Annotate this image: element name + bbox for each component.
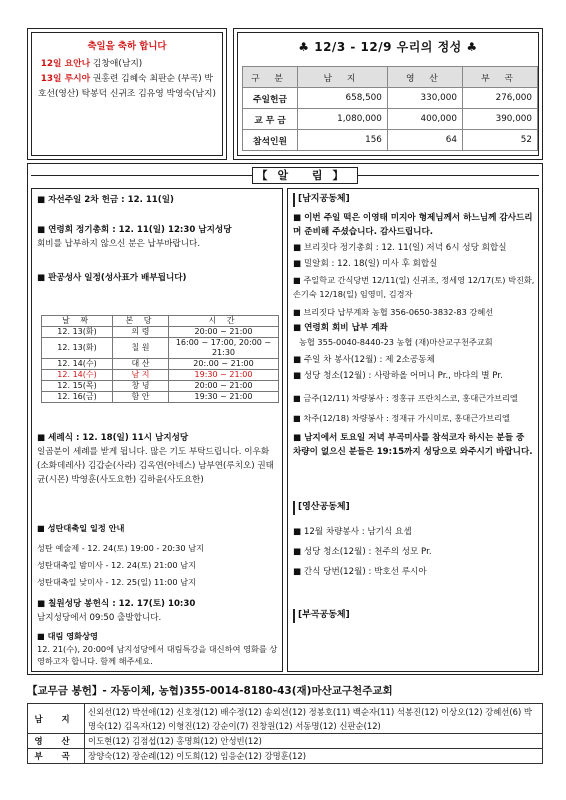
offering-value: 276,000 bbox=[462, 88, 537, 109]
notice-item: ■ 브리짓다 납부계좌 농협 356-0650-3832-83 강혜선 bbox=[293, 307, 494, 317]
service-row-label: 남 지 bbox=[28, 704, 85, 734]
confession-date: 12. 14(수) bbox=[42, 370, 113, 381]
offering-value: 390,000 bbox=[462, 109, 537, 130]
notice-item-line: 성탄대축일 밤미사 - 12. 24(토) 21:00 남지 bbox=[37, 560, 196, 570]
section-title-bugok: [부곡공동체] bbox=[293, 609, 363, 623]
offering-value: 52 bbox=[462, 130, 537, 151]
notice-item bbox=[37, 223, 279, 251]
offering-inner bbox=[237, 32, 539, 156]
offering-row bbox=[243, 130, 538, 151]
confession-time: 20:00 ~ 21:00 bbox=[169, 327, 279, 338]
notice-item: ■ 성당 청소(12월) : 천주의 성모 Pr. bbox=[293, 547, 432, 557]
notice-item-body: 12. 21(수), 20:00에 남지성당에서 대림특강을 대신하여 영화를 상영하고자 합니다. 함께 해주세요. bbox=[37, 644, 278, 666]
confession-parish: 의 령 bbox=[113, 327, 169, 338]
offering-row bbox=[243, 88, 538, 109]
birthday-line-2 bbox=[38, 72, 216, 102]
confession-header: 시 간 bbox=[169, 316, 279, 327]
birthday-names-1: 김창애(남지) bbox=[92, 59, 143, 69]
notice-item-heading: ■ 칠원성당 봉헌식 : 12. 17(토) 10:30 bbox=[37, 599, 196, 609]
section-title-namji: [남지공동체] bbox=[293, 193, 363, 207]
notice-item-body: ■ 이번 주일 떡은 이영태 미지아 형제님께서 하느님께 감사드리며 준비해 주셨습니다. 감사드립니다. bbox=[293, 213, 533, 237]
offering-row bbox=[243, 109, 538, 130]
notice-right-column bbox=[287, 188, 539, 672]
service-row bbox=[28, 734, 543, 749]
notice-title: 【알 림】 bbox=[252, 167, 358, 184]
offering-title: ♣ 12/3 - 12/9 우리의 정성 ♣ bbox=[298, 40, 478, 54]
notice-item-heading: ■ 대림 영화상영 bbox=[37, 631, 98, 641]
notice-item bbox=[37, 431, 279, 487]
notice-item: ■ 자선주일 2차 헌금 : 12. 11(일) bbox=[37, 195, 174, 205]
offering-value: 330,000 bbox=[387, 88, 462, 109]
birthday-title: 축일을 축하 합니다 bbox=[87, 41, 167, 52]
offering-value: 1,080,000 bbox=[298, 109, 388, 130]
confession-time: 19:30 ~ 21:00 bbox=[169, 392, 279, 403]
confession-row bbox=[42, 359, 279, 370]
confession-table bbox=[41, 315, 279, 403]
service-row-names: 신외선(12) 박선애(12) 신호정(12) 배수정(12) 송외선(12) 정봉호(11) 백순자(11) 석봉진(12) 이상오(12) 강혜선(6) 박명숙(12) 김옥자(12) 이형진(12) 강순이(7) 진창원(12) 서동명(12) 신판순(12) bbox=[85, 704, 543, 734]
notice-left-column bbox=[31, 188, 283, 672]
offering-value: 156 bbox=[298, 130, 388, 151]
notice-item: ■ 밀알회 : 12. 18(일) 미사 후 회합실 bbox=[293, 259, 438, 269]
confession-header: 본 당 bbox=[113, 316, 169, 327]
offering-header: 부 곡 bbox=[462, 67, 537, 88]
offering-header: 영 산 bbox=[387, 67, 462, 88]
notice-item bbox=[37, 629, 279, 667]
notice-item: ■ 주일 차 봉사(12월) : 제 2소공동체 bbox=[293, 355, 435, 365]
confession-date: 12. 13(화) bbox=[42, 327, 113, 338]
birthday-box bbox=[27, 28, 227, 160]
birthday-date-1: 12일 요안나 bbox=[40, 59, 91, 69]
offering-row-label: 교 무 금 bbox=[243, 109, 298, 130]
notice-item: ■ 차주(12/18) 차량봉사 : 정재규 가시미로, 홍대근가브리엘 bbox=[293, 413, 510, 423]
service-row bbox=[28, 704, 543, 734]
service-title: 【교무금 봉헌】- 자동이체, 농협)355-0014-8180-43(재)마산교구천주교회 bbox=[27, 685, 393, 697]
confession-date: 12. 15(목) bbox=[42, 381, 113, 392]
confession-parish: 함 안 bbox=[113, 392, 169, 403]
offering-value: 658,500 bbox=[298, 88, 388, 109]
offering-header-row bbox=[243, 67, 538, 88]
offering-row-label: 주일헌금 bbox=[243, 88, 298, 109]
service-row-names: 장양숙(12) 장순례(12) 이도희(12) 임응순(12) 강명훈(12) bbox=[85, 749, 543, 764]
notice-item-body: 남지성당에서 09:50 출발합니다. bbox=[37, 613, 162, 623]
notice-item-body: 회비를 납부하지 않으신 분은 납부바랍니다. bbox=[37, 239, 201, 249]
offering-table bbox=[242, 66, 538, 151]
notice-item-heading: ■ 연령회 정기총회 : 12. 11(일) 12:30 남지성당 bbox=[37, 225, 232, 235]
notice-item: ■ 남지에서 토요일 저녁 부곡미사를 참석코자 하시는 분들 중 차량이 없으신 분들은 19:15까지 성당으로 와주시기 바랍니다. bbox=[293, 433, 533, 457]
offering-header: 구 분 bbox=[243, 67, 298, 88]
notice-item-heading: ■ 세례식 : 12. 18(일) 11시 남지성당 bbox=[37, 433, 189, 443]
service-row-label: 영 산 bbox=[28, 734, 85, 749]
confession-time: 16:00 ~ 17:00, 20:00 ~ 21:30 bbox=[169, 338, 279, 359]
notice-item-body: 일곱분이 세례를 받게 됩니다. 많은 기도 부탁드립니다. 이우화(소화데레사) 김갑순(사라) 김옥연(아네스) 남부연(루치오) 권태균(시몬) 박영훈(사도요한) 김하윤(사도요한) bbox=[37, 447, 274, 485]
confession-date: 12. 13(화) bbox=[42, 338, 113, 359]
service-row-names: 이도현(12) 김점섭(12) 홍명희(12) 안성빈(12) bbox=[85, 734, 543, 749]
confession-header-row bbox=[42, 316, 279, 327]
birthday-names-2: 권홍련 김혜숙 최판순 (부곡) 박호선(영산) 탁봉덕 신귀조 김유영 박영숙(남지) bbox=[38, 74, 216, 99]
confession-header: 날 짜 bbox=[42, 316, 113, 327]
notice-frame bbox=[27, 163, 543, 675]
notice-item bbox=[37, 521, 279, 589]
offering-header: 남 지 bbox=[298, 67, 388, 88]
service-row bbox=[28, 749, 543, 764]
offering-row-label: 참석인원 bbox=[243, 130, 298, 151]
confession-parish: 칠 원 bbox=[113, 338, 169, 359]
birthday-line-1 bbox=[38, 57, 216, 72]
confession-row bbox=[42, 381, 279, 392]
confession-row bbox=[42, 338, 279, 359]
notice-item bbox=[37, 597, 279, 625]
confession-row bbox=[42, 327, 279, 338]
notice-item bbox=[293, 211, 535, 239]
notice-item-heading: ■ 판공성사 일정(성사표가 배부됩니다) bbox=[37, 273, 187, 283]
confession-parish: 남 지 bbox=[113, 370, 169, 381]
notice-item-line: 성탄 예술제 - 12. 24(토) 19:00 - 20:30 남지 bbox=[37, 543, 205, 553]
confession-date: 12. 14(수) bbox=[42, 359, 113, 370]
confession-time: 20:00 ~ 21:00 bbox=[169, 381, 279, 392]
notice-item-body: 농협 355-0040-8440-23 농협 (재)마산교구천주교회 bbox=[299, 337, 493, 347]
notice-item: ■ 주일학교 간식당번 12/11(일) 신귀조, 정세영 12/17(토) 박진화, 손기숙 12/18(일) 임영미, 김경자 bbox=[293, 275, 535, 299]
confession-parish: 대 산 bbox=[113, 359, 169, 370]
confession-parish: 창 녕 bbox=[113, 381, 169, 392]
service-row-label: 부 곡 bbox=[28, 749, 85, 764]
confession-row bbox=[42, 392, 279, 403]
notice-item: ■ 브리짓다 정기총회 : 12. 11(일) 저녁 6시 성당 회합실 bbox=[293, 243, 507, 253]
offering-box bbox=[233, 28, 543, 160]
notice-item bbox=[293, 321, 535, 349]
birthday-date-2: 13일 루시아 bbox=[40, 74, 91, 84]
confession-time: 19:30 ~ 21:00 bbox=[169, 370, 279, 381]
notice-item-heading: ■ 성탄대축일 일정 안내 bbox=[37, 523, 125, 533]
notice-item: ■ 간식 당번(12월) : 박호선 루시아 bbox=[293, 567, 427, 577]
notice-item: ■ 12월 차량봉사 : 남기식 요셉 bbox=[293, 527, 412, 537]
service-table bbox=[27, 703, 543, 764]
confession-row-highlight bbox=[42, 370, 279, 381]
notice-item: ■ 금주(12/11) 차량봉사 : 정홍규 프란치스코, 홍대근가브리엘 bbox=[293, 393, 518, 403]
offering-value: 64 bbox=[387, 130, 462, 151]
notice-item-heading: ■ 연령회 회비 납부 계좌 bbox=[293, 323, 388, 333]
notice-item: ■ 성당 청소(12월) : 사랑하올 어머니 Pr., 바다의 별 Pr. bbox=[293, 371, 503, 381]
confession-date: 12. 16(금) bbox=[42, 392, 113, 403]
confession-time: 20:.00 ~ 21:00 bbox=[169, 359, 279, 370]
section-title-yeongsan: [영산공동체] bbox=[293, 501, 363, 515]
offering-value: 400,000 bbox=[387, 109, 462, 130]
birthday-inner bbox=[31, 32, 223, 156]
notice-item-line: 성탄대축일 낮미사 - 12. 25(일) 11:00 남지 bbox=[37, 577, 196, 587]
